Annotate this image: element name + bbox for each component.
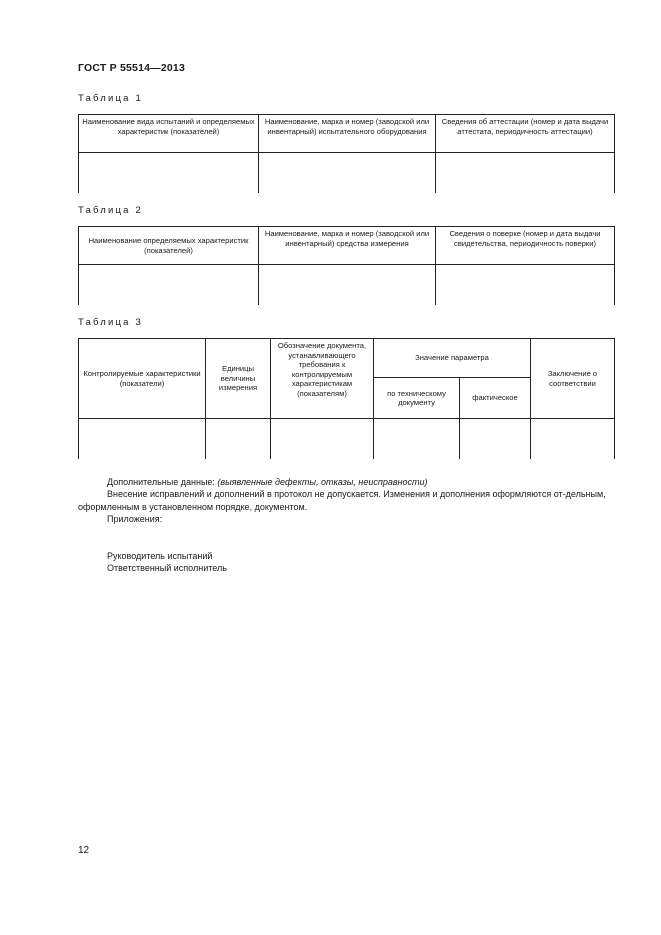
table2-cell [436, 265, 615, 306]
table3-col-param-value: Значение параметра [374, 339, 531, 378]
table3-cell [374, 419, 460, 460]
table2-cell [79, 265, 259, 306]
table2-empty-row [79, 265, 615, 306]
table1 [78, 114, 615, 193]
table2-caption: Таблица 2 [78, 205, 143, 216]
table3-cell [206, 419, 271, 460]
additional-data-line [78, 476, 618, 489]
document-header: ГОСТ Р 55514—2013 [78, 62, 186, 74]
page-number: 12 [78, 845, 90, 856]
table1-caption: Таблица 1 [78, 93, 143, 104]
table1-col-equipment: Наименование, марка и номер (заводской или инвентарный) испытательного оборудования [259, 115, 436, 153]
table2-col-instrument: Наименование, марка и номер (заводской или инвентарный) средства измерения [259, 227, 436, 265]
table1-empty-row [79, 153, 615, 194]
table2-col-verification: Сведения о поверке (номер и дата выдачи свидетельства, периодичность поверки) [436, 227, 615, 265]
table1-cell [436, 153, 615, 194]
head-of-tests-label: Руководитель испытаний [107, 551, 213, 561]
additional-data-label: Дополнительные данные: [107, 477, 218, 487]
table3-col-units: Единицы величины измерения [206, 339, 271, 419]
attachments-label: Приложения: [107, 514, 163, 524]
table1-col-test-type: Наименование вида испытаний и определяемых характеристик (показателей) [79, 115, 259, 153]
table3-cell [531, 419, 615, 460]
additional-data-value: (выявленные дефекты, отказы, неисправности) [217, 477, 428, 487]
table2 [78, 226, 615, 305]
table3-caption: Таблица 3 [78, 317, 143, 328]
table3-col-designation: Обозначение документа, устанавливающего требования к контролируемым характеристикам (показателям) [271, 339, 374, 419]
table2-cell [259, 265, 436, 306]
executor-label: Ответственный исполнитель [107, 563, 227, 573]
table2-col-characteristics: Наименование определяемых характеристик (показателей) [79, 227, 259, 265]
table3 [78, 338, 615, 459]
table1-cell [79, 153, 259, 194]
table3-cell [271, 419, 374, 460]
table1-col-attestation: Сведения об аттестации (номер и дата выдачи аттестата, периодичность аттестации) [436, 115, 615, 153]
table1-cell [259, 153, 436, 194]
table3-empty-row [79, 419, 615, 460]
table3-cell [79, 419, 206, 460]
table3-col-conclusion: Заключение о соответствии [531, 339, 615, 419]
corrections-paragraph: Внесение исправлений и дополнений в протокол не допускается. Изменения и дополнения оформляются от-дельным, оформленным в установленном порядке, документом. [78, 489, 606, 512]
table3-col-controlled: Контролируемые характеристики (показатели) [79, 339, 206, 419]
table3-cell [460, 419, 531, 460]
table3-col-actual: фактическое [460, 378, 531, 419]
table3-col-by-doc: по техническому документу [374, 378, 460, 419]
